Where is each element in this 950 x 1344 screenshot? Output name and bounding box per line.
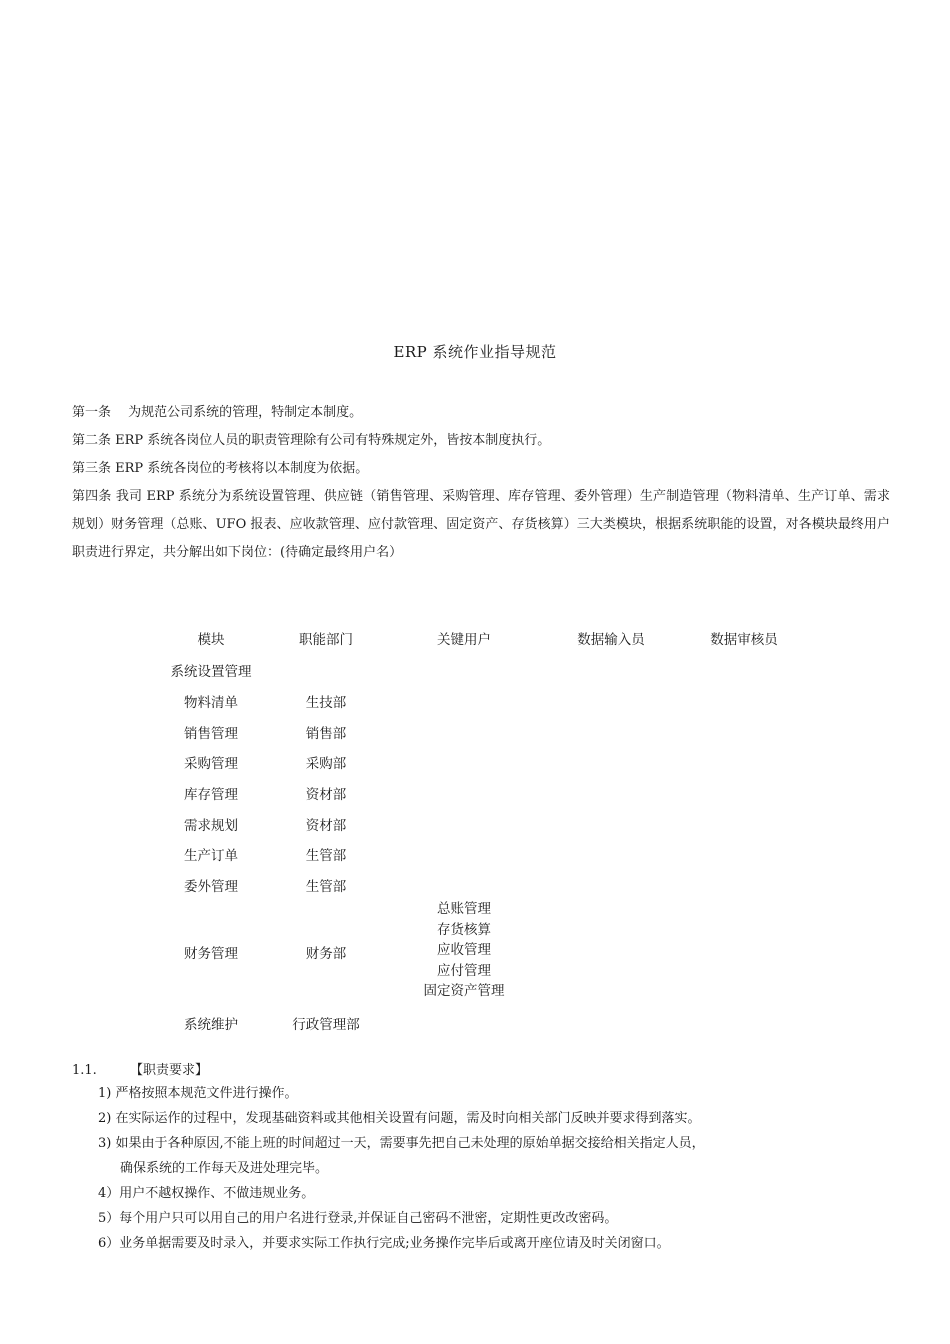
item-text: 业务单据需要及时录入，并要求实际工作执行完成;业务操作完毕后或离开座位请及时关闭窗口。: [119, 1236, 670, 1251]
requirement-item: [98, 1234, 670, 1254]
row-module: 库存管理: [184, 787, 238, 803]
row-dept: 销售部: [305, 726, 347, 742]
row-module: 采购管理: [184, 756, 238, 772]
item-text: 严格按照本规范文件进行操作。: [115, 1086, 298, 1101]
requirement-item: [98, 1134, 705, 1179]
header-data-input: 数据输入员: [577, 632, 645, 648]
item-text: 用户不越权操作、不做违规业务。: [119, 1186, 315, 1201]
key-user-item: 应付管理: [437, 962, 491, 979]
header-module: 模块: [197, 632, 225, 648]
row-dept: 财务部: [305, 946, 347, 962]
requirement-item: [98, 1084, 298, 1104]
row-module: 销售管理: [184, 726, 238, 742]
item-text: 如果由于各种原因,不能上班的时间超过一天，需要事先把自己未处理的原始单据交接给相关指定人员，: [115, 1136, 705, 1151]
item-label: 3): [98, 1136, 112, 1151]
header-data-review: 数据审核员: [710, 632, 778, 648]
page-title: ERP 系统作业指导规范: [393, 343, 557, 361]
item-label: 5）: [98, 1211, 120, 1226]
item-label: 2): [98, 1111, 112, 1126]
row-dept: 生管部: [305, 879, 347, 895]
row-dept: 资材部: [305, 818, 347, 834]
article-1: 第一条 为规范公司系统的管理，特制定本制度。: [72, 405, 363, 420]
row-dept: 行政管理部: [292, 1017, 360, 1033]
requirement-item: [98, 1209, 617, 1229]
item-text: 在实际运作的过程中，发现基础资料或其他相关设置有问题，需及时向相关部门反映并要求得到落实。: [115, 1111, 701, 1126]
row-module: 生产订单: [184, 848, 238, 864]
item-label: 1): [98, 1086, 112, 1101]
requirement-item: [98, 1109, 701, 1129]
item-continuation: 确保系统的工作每天及进处理完毕。: [120, 1161, 329, 1176]
key-user-item: 总账管理: [437, 901, 491, 917]
item-label: 6）: [98, 1236, 120, 1251]
item-label: 4）: [98, 1186, 120, 1201]
row-dept: 资材部: [305, 787, 347, 803]
section-number: 1.1.: [72, 1063, 97, 1078]
row-dept: 采购部: [305, 756, 347, 772]
finance-key-users: [424, 899, 505, 1002]
requirement-item: [98, 1184, 314, 1204]
row-dept: 生管部: [305, 848, 347, 864]
row-module: 委外管理: [184, 879, 238, 895]
row-module: 需求规划: [184, 818, 238, 834]
section-heading: [72, 1059, 208, 1078]
header-key-user: 关键用户: [437, 632, 491, 648]
row-dept: 生技部: [305, 695, 347, 711]
article-2: 第二条 ERP 系统各岗位人员的职责管理除有公司有特殊规定外，皆按本制度执行。: [72, 433, 551, 448]
article-4: 第四条 我司 ERP 系统分为系统设置管理、供应链（销售管理、采购管理、库存管理、委外管理）生产制造管理（物料清单、生产订单、需求规划）财务管理（总账、UFO 报表、应收款管理、应付款管理、固定资产、存货核算）三大类模块，根据系统职能的设置，对各模块最终用户职责进行界定，共分解出如下岗位：(待确定最终用户名）: [72, 489, 890, 560]
key-user-item: 应收管理: [437, 942, 491, 958]
section-title: 【职责要求】: [130, 1063, 209, 1078]
group-label: 系统设置管理: [170, 664, 252, 680]
article-3: 第三条 ERP 系统各岗位的考核将以本制度为依据。: [72, 461, 369, 476]
row-module: 财务管理: [184, 946, 238, 962]
row-module: 物料清单: [184, 695, 238, 711]
key-user-item: 存货核算: [437, 921, 491, 938]
key-user-item: 固定资产管理: [423, 983, 505, 999]
header-department: 职能部门: [299, 632, 353, 648]
row-module: 系统维护: [184, 1017, 238, 1033]
item-text: 每个用户只可以用自己的用户名进行登录,并保证自己密码不泄密，定期性更改改密码。: [119, 1211, 618, 1226]
